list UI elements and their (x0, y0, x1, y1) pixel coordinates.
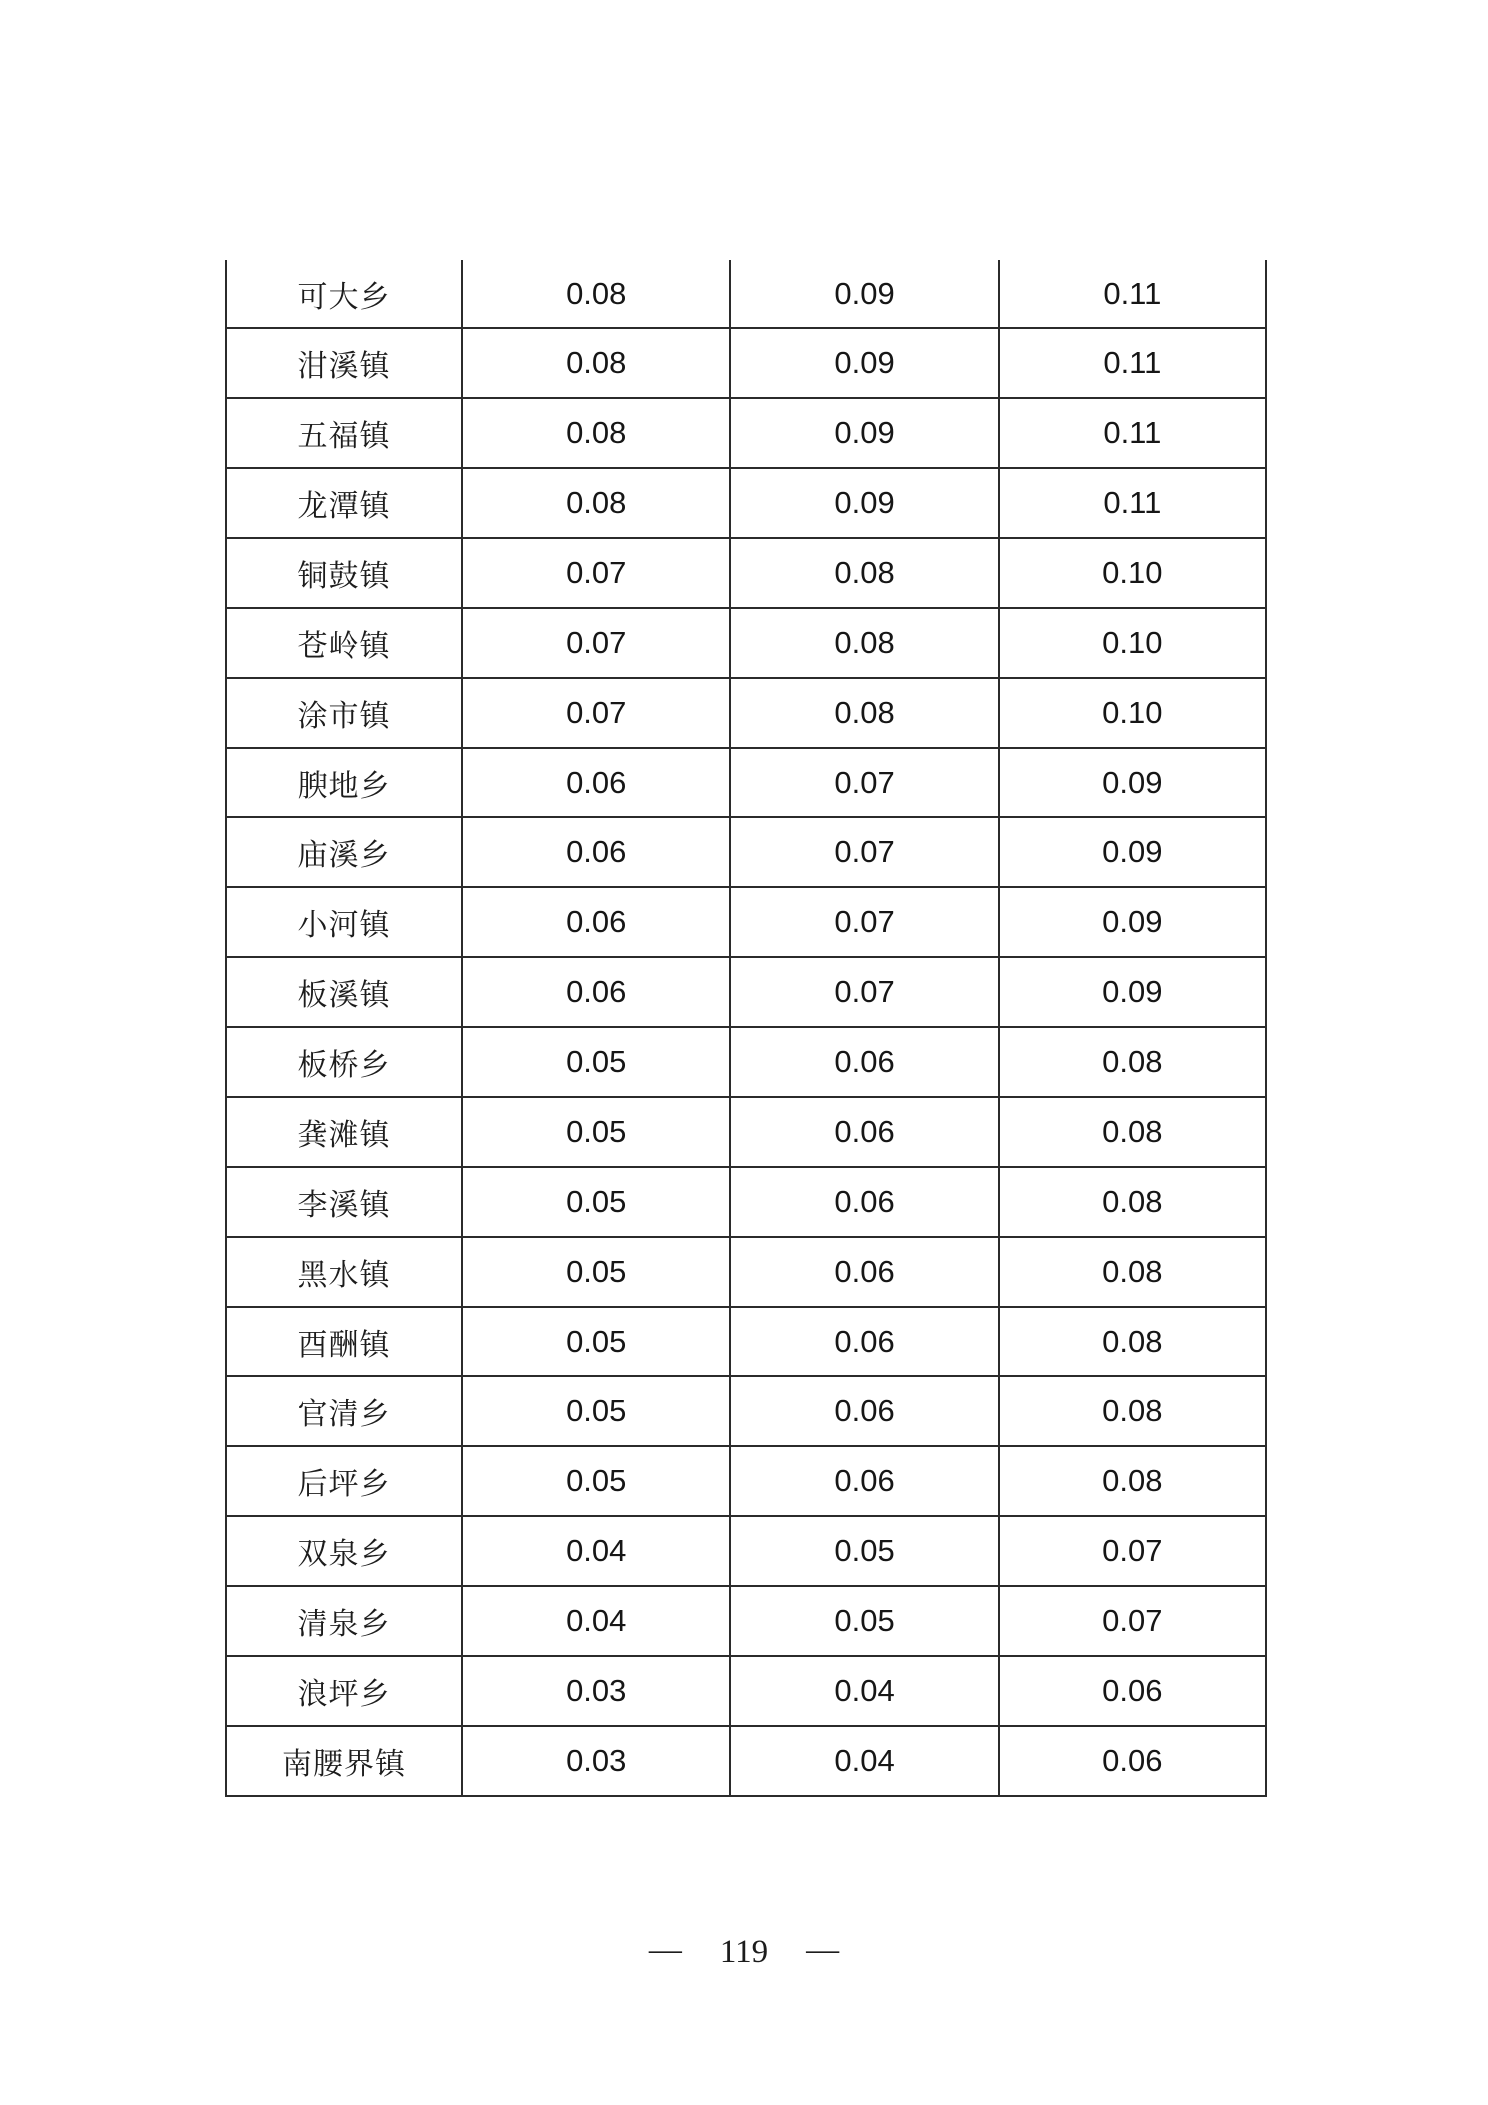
town-name-cell: 泔溪镇 (226, 328, 462, 398)
value-cell: 0.06 (462, 817, 730, 887)
town-name-cell: 铜鼓镇 (226, 538, 462, 608)
value-cell: 0.09 (999, 817, 1266, 887)
value-cell: 0.05 (462, 1027, 730, 1097)
table-row (226, 887, 1266, 957)
town-name-cell: 涂市镇 (226, 678, 462, 748)
value-cell: 0.06 (730, 1446, 998, 1516)
value-cell: 0.05 (462, 1307, 730, 1377)
value-cell: 0.06 (730, 1027, 998, 1097)
town-name-cell: 黑水镇 (226, 1237, 462, 1307)
town-name-cell: 李溪镇 (226, 1167, 462, 1237)
value-cell: 0.06 (730, 1307, 998, 1377)
value-cell: 0.05 (462, 1376, 730, 1446)
value-cell: 0.05 (462, 1167, 730, 1237)
value-cell: 0.07 (462, 608, 730, 678)
table-row (226, 538, 1266, 608)
value-cell: 0.07 (462, 538, 730, 608)
table-row (226, 1726, 1266, 1796)
value-cell: 0.08 (999, 1027, 1266, 1097)
value-cell: 0.04 (730, 1656, 998, 1726)
value-cell: 0.08 (462, 468, 730, 538)
value-cell: 0.08 (999, 1307, 1266, 1377)
town-name-cell: 官清乡 (226, 1376, 462, 1446)
town-name-cell: 小河镇 (226, 887, 462, 957)
value-cell: 0.09 (999, 748, 1266, 818)
value-cell: 0.08 (999, 1237, 1266, 1307)
table-row (226, 608, 1266, 678)
value-cell: 0.07 (730, 957, 998, 1027)
value-cell: 0.06 (730, 1237, 998, 1307)
table-row (226, 1446, 1266, 1516)
table-row (226, 957, 1266, 1027)
town-name-cell: 庙溪乡 (226, 817, 462, 887)
value-cell: 0.06 (999, 1726, 1266, 1796)
value-cell: 0.06 (730, 1097, 998, 1167)
value-cell: 0.04 (730, 1726, 998, 1796)
value-cell: 0.10 (999, 678, 1266, 748)
value-cell: 0.08 (999, 1376, 1266, 1446)
town-name-cell: 清泉乡 (226, 1586, 462, 1656)
table-row (226, 1307, 1266, 1377)
town-name-cell: 后坪乡 (226, 1446, 462, 1516)
town-values-table (225, 260, 1267, 1797)
table-row (226, 1027, 1266, 1097)
value-cell: 0.09 (730, 398, 998, 468)
value-cell: 0.06 (462, 887, 730, 957)
value-cell: 0.03 (462, 1656, 730, 1726)
value-cell: 0.11 (999, 468, 1266, 538)
value-cell: 0.08 (462, 398, 730, 468)
town-name-cell: 可大乡 (226, 260, 462, 328)
value-cell: 0.05 (730, 1586, 998, 1656)
table-row (226, 328, 1266, 398)
town-name-cell: 板桥乡 (226, 1027, 462, 1097)
value-cell: 0.08 (730, 608, 998, 678)
table-row (226, 817, 1266, 887)
value-cell: 0.08 (462, 260, 730, 328)
value-cell: 0.07 (730, 887, 998, 957)
value-cell: 0.11 (999, 328, 1266, 398)
value-cell: 0.08 (730, 678, 998, 748)
table-row (226, 1167, 1266, 1237)
table-row (226, 468, 1266, 538)
footer-right-dash: — (806, 1932, 840, 1968)
table-body (226, 260, 1266, 1796)
table-row (226, 1656, 1266, 1726)
value-cell: 0.11 (999, 260, 1266, 328)
value-cell: 0.05 (462, 1237, 730, 1307)
value-cell: 0.05 (462, 1097, 730, 1167)
town-name-cell: 苍岭镇 (226, 608, 462, 678)
value-cell: 0.05 (730, 1516, 998, 1586)
value-cell: 0.08 (730, 538, 998, 608)
page-footer (0, 1934, 1488, 1971)
value-cell: 0.09 (730, 260, 998, 328)
value-cell: 0.09 (730, 468, 998, 538)
town-name-cell: 板溪镇 (226, 957, 462, 1027)
value-cell: 0.04 (462, 1586, 730, 1656)
value-cell: 0.06 (462, 748, 730, 818)
value-cell: 0.06 (462, 957, 730, 1027)
table-row (226, 1376, 1266, 1446)
town-name-cell: 浪坪乡 (226, 1656, 462, 1726)
value-cell: 0.05 (462, 1446, 730, 1516)
footer-left-dash: — (648, 1932, 682, 1968)
town-name-cell: 双泉乡 (226, 1516, 462, 1586)
value-cell: 0.06 (999, 1656, 1266, 1726)
value-cell: 0.07 (730, 748, 998, 818)
town-name-cell: 龙潭镇 (226, 468, 462, 538)
value-cell: 0.09 (730, 328, 998, 398)
page-number: 119 (719, 1934, 769, 1970)
table-row (226, 748, 1266, 818)
town-name-cell: 腴地乡 (226, 748, 462, 818)
table-row (226, 1586, 1266, 1656)
value-cell: 0.07 (730, 817, 998, 887)
value-cell: 0.10 (999, 608, 1266, 678)
value-cell: 0.10 (999, 538, 1266, 608)
value-cell: 0.08 (999, 1446, 1266, 1516)
table-row (226, 1237, 1266, 1307)
value-cell: 0.03 (462, 1726, 730, 1796)
value-cell: 0.08 (999, 1167, 1266, 1237)
table-row (226, 260, 1266, 328)
value-cell: 0.07 (999, 1586, 1266, 1656)
table-row (226, 678, 1266, 748)
value-cell: 0.11 (999, 398, 1266, 468)
town-name-cell: 龚滩镇 (226, 1097, 462, 1167)
town-name-cell: 南腰界镇 (226, 1726, 462, 1796)
town-name-cell: 酉酬镇 (226, 1307, 462, 1377)
value-cell: 0.09 (999, 957, 1266, 1027)
value-cell: 0.08 (999, 1097, 1266, 1167)
table-row (226, 1097, 1266, 1167)
value-cell: 0.07 (999, 1516, 1266, 1586)
value-cell: 0.04 (462, 1516, 730, 1586)
value-cell: 0.07 (462, 678, 730, 748)
table-row (226, 398, 1266, 468)
value-cell: 0.09 (999, 887, 1266, 957)
value-cell: 0.06 (730, 1376, 998, 1446)
value-cell: 0.08 (462, 328, 730, 398)
table-row (226, 1516, 1266, 1586)
value-cell: 0.06 (730, 1167, 998, 1237)
town-name-cell: 五福镇 (226, 398, 462, 468)
